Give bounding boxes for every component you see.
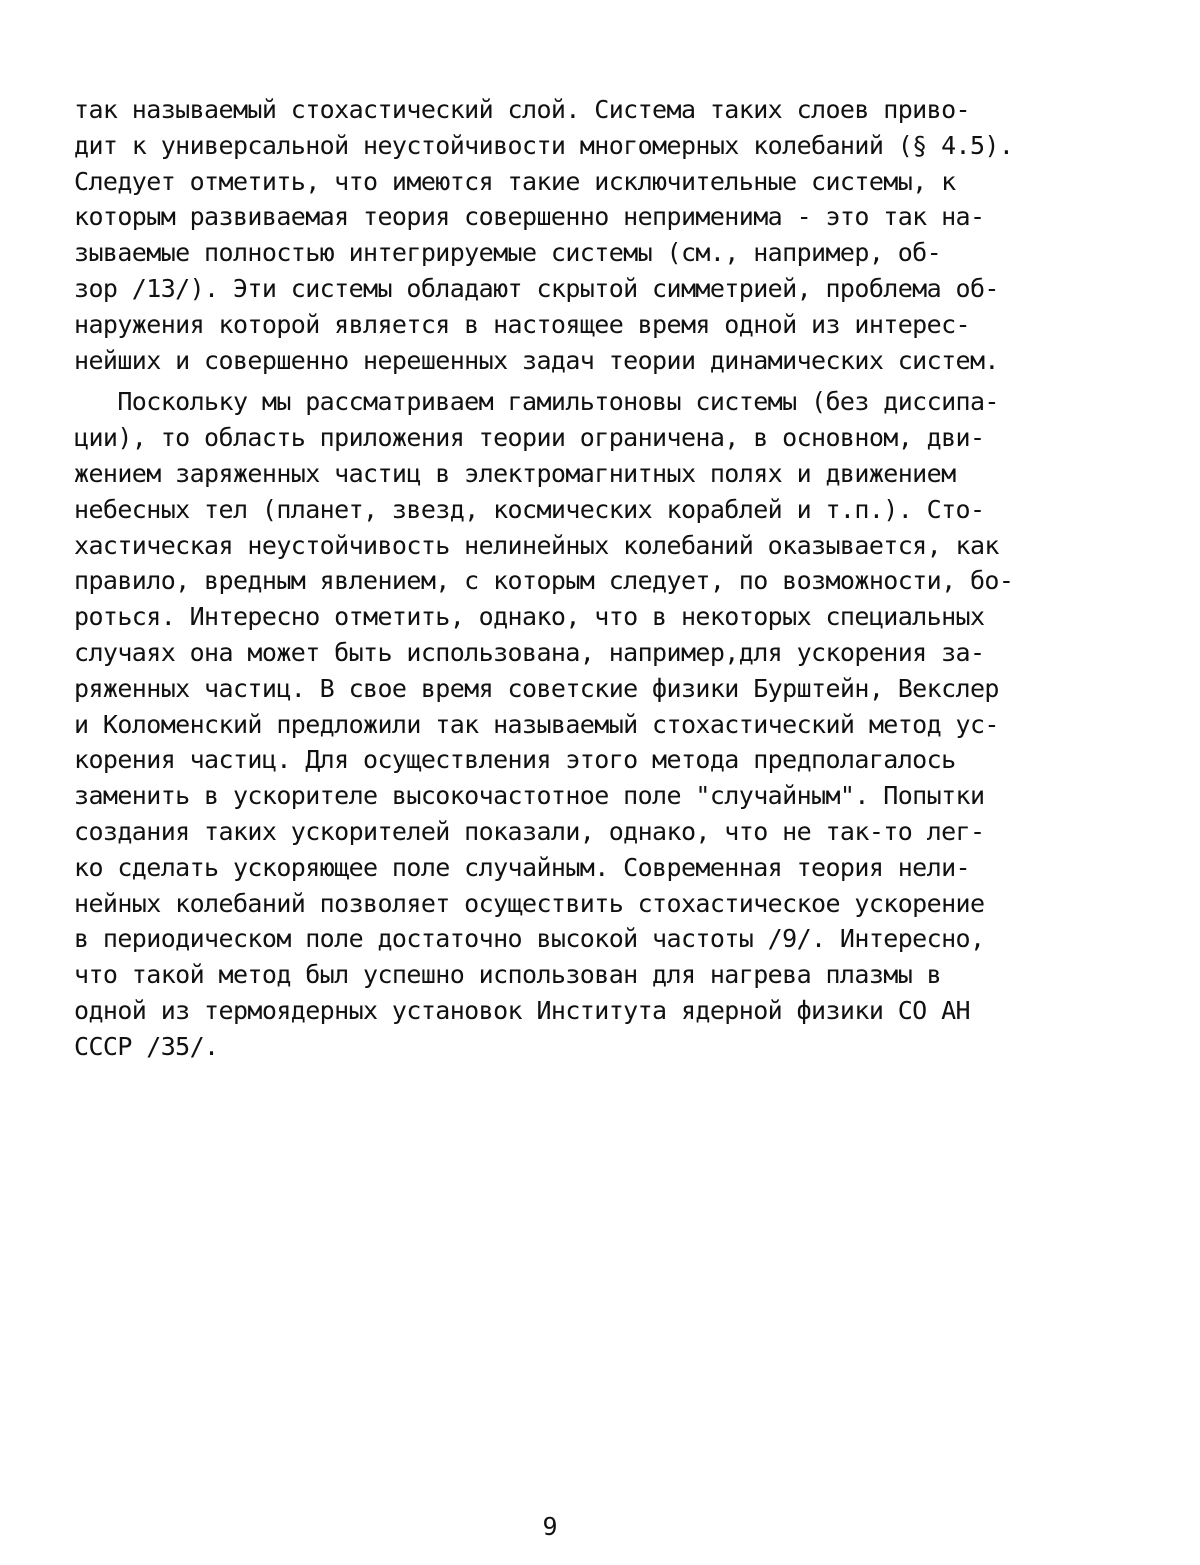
- text-line: наружения которой является в настоящее время одной из интерес-: [74, 309, 970, 339]
- text-line: Поскольку мы рассматриваем гамильтоновы системы (без диссипа-: [74, 387, 999, 417]
- text-line: корения частиц. Для осуществления этого метода предполагалось: [74, 745, 956, 775]
- text-line: правило, вредным явлением, с которым следует, по возможности, бо-: [74, 566, 1014, 596]
- text-line: зор /13/). Эти системы обладают скрытой симметрией, проблема об-: [74, 273, 999, 303]
- text-line: что такой метод был успешно использован для нагрева плазмы в: [74, 960, 942, 990]
- text-line: которым развиваемая теория совершенно неприменима - это так на-: [74, 202, 985, 232]
- page-number: 9: [542, 1512, 558, 1541]
- text-line: ряженных частиц. В свое время советские физики Бурштейн, Векслер: [74, 673, 999, 703]
- text-line: случаях она может быть использована, например,для ускорения за-: [74, 637, 985, 667]
- text-line: СССР /35/.: [74, 1031, 219, 1061]
- text-line: в периодическом поле достаточно высокой частоты /9/. Интересно,: [74, 924, 985, 954]
- text-line: жением заряженных частиц в электромагнитных полях и движением: [74, 458, 956, 488]
- text-line: одной из термоядерных установок Института ядерной физики СО АН: [74, 995, 970, 1025]
- text-line: создания таких ускорителей показали, однако, что не так-то лег-: [74, 816, 985, 846]
- text-line: ко сделать ускоряющее поле случайным. Современная теория нели-: [74, 852, 970, 882]
- text-line: роться. Интересно отметить, однако, что в некоторых специальных: [74, 602, 985, 632]
- paragraph-2: [74, 384, 1134, 1064]
- text-line: зываемые полностью интегрируемые системы (см., например, об-: [74, 238, 942, 268]
- text-line: нейших и совершенно нерешенных задач теории динамических систем.: [74, 345, 999, 375]
- text-line: заменить в ускорителе высокочастотное поле "случайным". Попытки: [74, 781, 985, 811]
- text-line: и Коломенский предложили так называемый стохастический метод ус-: [74, 709, 999, 739]
- text-line: хастическая неустойчивость нелинейных колебаний оказывается, как: [74, 530, 999, 560]
- text-line: Следует отметить, что имеются такие исключительные системы, к: [74, 166, 956, 196]
- text-line: дит к универсальной неустойчивости многомерных колебаний (§ 4.5).: [74, 130, 1014, 160]
- text-line: небесных тел (планет, звезд, космических кораблей и т.п.). Сто-: [74, 494, 985, 524]
- body-text: [74, 92, 1134, 1065]
- paragraph-1: [74, 92, 1134, 378]
- text-line: так называемый стохастический слой. Система таких слоев приво-: [74, 95, 970, 124]
- text-line: ции), то область приложения теории ограничена, в основном, дви-: [74, 423, 985, 453]
- text-line: нейных колебаний позволяет осуществить стохастическое ускорение: [74, 888, 985, 918]
